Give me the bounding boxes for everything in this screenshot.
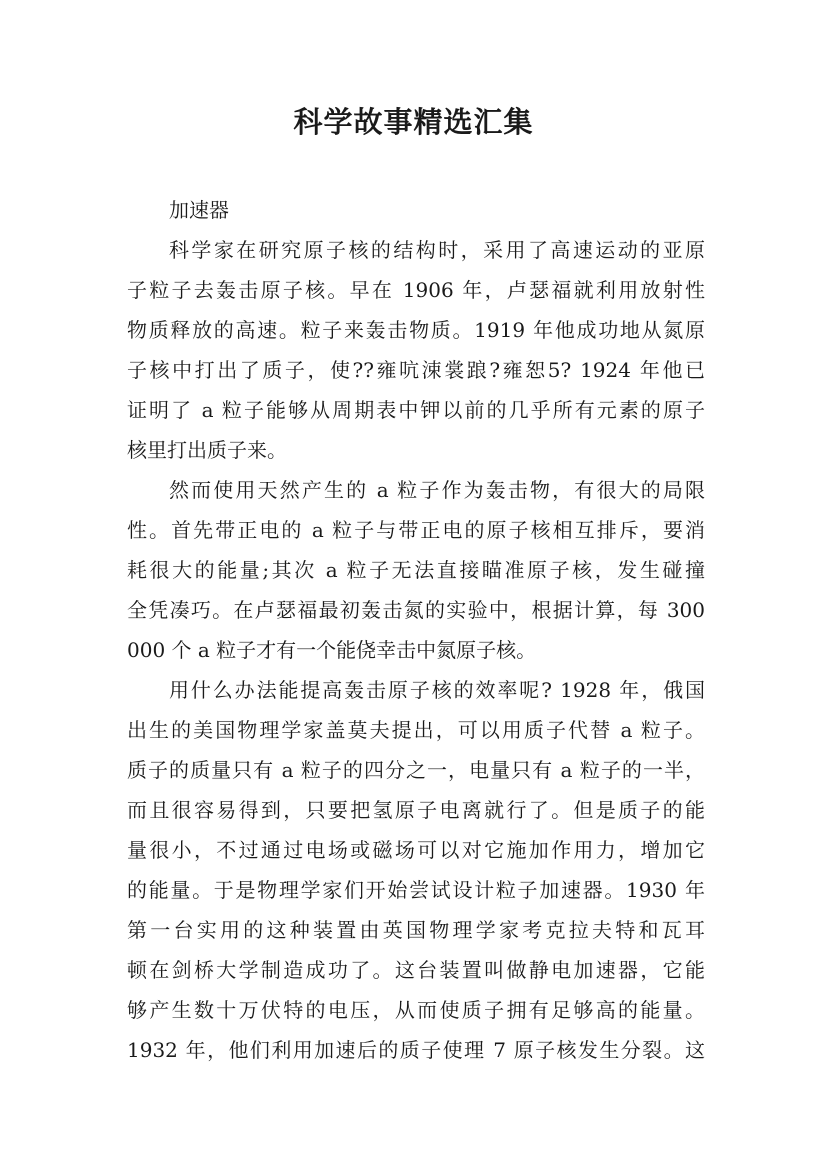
- paragraph-3-line-2: 出生的美国物理学家盖莫夫提出，可以用质子代替 a 粒子。: [127, 718, 705, 742]
- paragraph-2-line-2: 性。首先带正电的 a 粒子与带正电的原子核相互排斥，要消: [127, 518, 705, 542]
- document-body: [127, 190, 705, 1070]
- paragraph-3-line-4: 而且很容易得到，只要把氢原子电离就行了。但是质子的能: [127, 798, 705, 822]
- paragraph-3-line-5: 量很小，不过通过电场或磁场可以对它施加作用力，增加它: [127, 838, 705, 862]
- paragraph-1-line-2: 子粒子去轰击原子核。早在 1906 年，卢瑟福就利用放射性: [127, 278, 705, 302]
- paragraph-1-line-1: 科学家在研究原子核的结构时，采用了高速运动的亚原: [169, 238, 705, 262]
- section-heading: 加速器: [169, 198, 229, 222]
- paragraph-3-line-7: 第一台实用的这种装置由英国物理学家考克拉夫特和瓦耳: [127, 918, 705, 942]
- paragraph-2-line-4: 全凭凑巧。在卢瑟福最初轰击氮的实验中，根据计算，每 300: [127, 598, 705, 622]
- paragraph-1-line-4: 子核中打出了质子，使??雍吭涑裳踉?雍恕5? 1924 年他已: [127, 358, 705, 382]
- paragraph-2-line-1: 然而使用天然产生的 a 粒子作为轰击物，有很大的局限: [169, 478, 705, 502]
- paragraph-3-line-3: 质子的质量只有 a 粒子的四分之一，电量只有 a 粒子的一半，: [127, 758, 705, 782]
- paragraph-3-line-1: 用什么办法能提高轰击原子核的效率呢? 1928 年，俄国: [169, 678, 705, 702]
- paragraph-1-line-3: 物质释放的高速。粒子来轰击物质。1919 年他成功地从氮原: [127, 318, 705, 342]
- paragraph-2-line-5: 000 个 a 粒子才有一个能侥幸击中氮原子核。: [127, 638, 537, 662]
- paragraph-1-line-6: 核里打出质子来。: [127, 438, 287, 462]
- paragraph-3-line-9: 够产生数十万伏特的电压，从而使质子拥有足够高的能量。: [127, 998, 705, 1022]
- paragraph-2-line-3: 耗很大的能量;其次 a 粒子无法直接瞄准原子核，发生碰撞: [127, 558, 705, 582]
- paragraph-3-line-8: 顿在剑桥大学制造成功了。这台装置叫做静电加速器，它能: [127, 958, 705, 982]
- paragraph-3-line-10: 1932 年，他们利用加速后的质子使理 7 原子核发生分裂。这: [127, 1038, 705, 1062]
- document-title: 科学故事精选汇集: [293, 105, 534, 139]
- paragraph-1-line-5: 证明了 a 粒子能够从周期表中钾以前的几乎所有元素的原子: [127, 398, 705, 422]
- paragraph-3-line-6: 的能量。于是物理学家们开始尝试设计粒子加速器。1930 年: [127, 878, 705, 902]
